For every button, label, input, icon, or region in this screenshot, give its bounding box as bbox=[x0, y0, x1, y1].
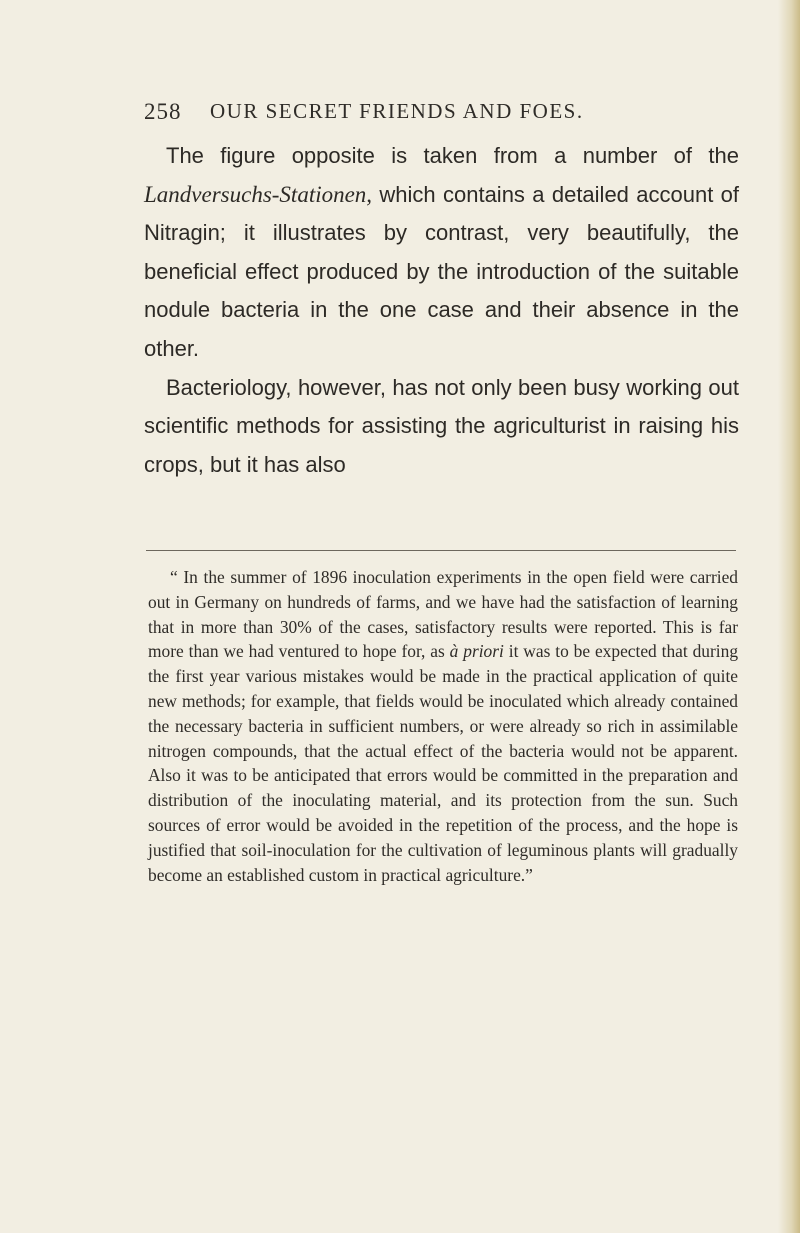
footnote bbox=[148, 565, 738, 887]
page-edge-shading bbox=[778, 0, 800, 1233]
paragraph-1 bbox=[144, 137, 739, 369]
paragraph-2-text: Bacteriology, however, has not only been busy working out scientific methods for assisting the agriculturist in raising his crops, but it has also bbox=[144, 374, 739, 477]
footnote-italic-phrase: à priori bbox=[449, 641, 504, 662]
page-header bbox=[144, 99, 664, 129]
paragraph-1-start: The figure opposite is taken from a number of the bbox=[166, 143, 739, 168]
paragraph-1-end: which contains a detailed account of Nitragin; it illustrates by contrast, very beautifully, the beneficial effect produced by the introduction of the suitable nodule bacteria in the one case and their absence in the other. bbox=[144, 181, 739, 361]
footnote-end: it was to be expected that during the first year various mistakes would be made in the practical application of quite new methods; for example, that fields would be inoculated which already contained the necessary bacteria in sufficient numbers, or were already so rich in assimilable nitrogen compounds, that the actual effect of the bacteria would not be apparent. Also it was to be anticipated that errors would be committed in the preparation and distribution of the inoculating material, and its protection from the sun. Such sources of error would be avoided in the repetition of the process, and the hope is justified that soil-inoculation for the cultivation of leguminous plants will gradually become an established custom in practical agriculture.” bbox=[148, 641, 739, 885]
periodical-title: Landversuchs-Stationen, bbox=[144, 181, 373, 207]
footnote-start: “ In the summer of 1896 inoculation experiments in the open field were carried out in Germany on hundreds of farms, and we have had the satisfaction of learning that in more than 30% of the cases, satisfactory results were reported. This is far more than we had ventured to hope for, as bbox=[148, 567, 738, 662]
page-number: 258 bbox=[144, 99, 182, 124]
paragraph-2 bbox=[144, 369, 739, 485]
running-title: OUR SECRET FRIENDS AND FOES. bbox=[210, 99, 584, 123]
footnote-divider bbox=[146, 550, 736, 551]
main-text bbox=[144, 137, 739, 484]
